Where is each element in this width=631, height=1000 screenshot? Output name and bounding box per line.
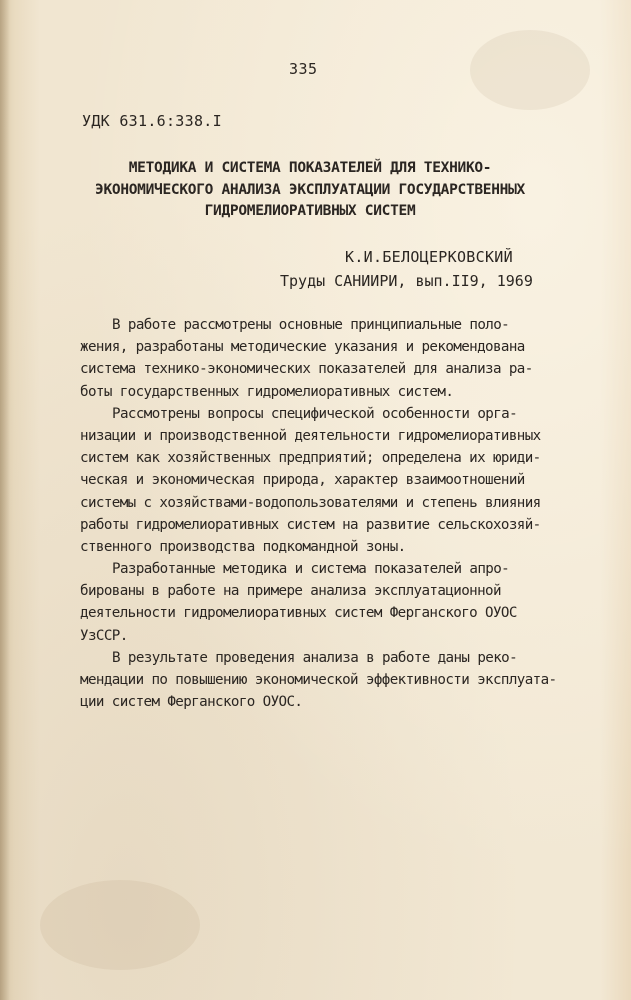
abstract-line: систем как хозяйственных предприятий; определена их юриди- (80, 450, 541, 467)
abstract-line: Рассмотрены вопросы специфической особенности орга- (112, 405, 518, 422)
abstract-line: УзССР. (80, 627, 128, 644)
abstract-line: ческая и экономическая природа, характер взаимоотношений (80, 472, 525, 489)
abstract-line: мендации по повышению экономической эффективности эксплуата- (80, 672, 557, 688)
paper-stain (470, 30, 590, 110)
abstract-text (80, 314, 580, 713)
udc-code: УДК 631.6:338.I (82, 112, 222, 130)
paper-stain (40, 880, 200, 970)
title-line: ГИДРОМЕЛИОРАТИВНЫХ СИСТЕМ (204, 203, 416, 219)
abstract-line: Разработанные методика и система показателей апро- (112, 561, 510, 578)
article-title (60, 158, 560, 223)
abstract-line: В работе рассмотрены основные принципиальные поло- (112, 317, 510, 333)
page-number: 335 (289, 60, 318, 78)
publication-source: Труды САНИИРИ, вып.II9, 1969 (280, 272, 533, 290)
binding-shadow (0, 0, 10, 1000)
abstract-line: система технико-экономических показателей для анализа ра- (80, 361, 533, 378)
abstract-line: боты государственных гидромелиоративных систем. (80, 383, 454, 400)
abstract-line: жения, разработаны методические указания и рекомендована (80, 339, 525, 356)
abstract-line: низации и производственной деятельности гидромелиоративных (80, 427, 541, 444)
abstract-line: В результате проведения анализа в работе даны реко- (112, 649, 518, 666)
abstract-line: ции систем Ферганского ОУОС. (80, 694, 303, 711)
title-line: ЭКОНОМИЧЕСКОГО АНАЛИЗА ЭКСПЛУАТАЦИИ ГОСУДАРСТВЕННЫХ (95, 181, 525, 198)
abstract-line: работы гидромелиоративных систем на развитие сельскохозяй- (80, 516, 541, 533)
abstract-line: ственного производства подкомандной зоны. (80, 538, 406, 555)
abstract-line: деятельности гидромелиоративных систем Ферганского ОУОС (80, 605, 517, 622)
abstract-line: системы с хозяйствами-водопользователями и степень влияния (80, 494, 541, 511)
title-line: МЕТОДИКА И СИСТЕМА ПОКАЗАТЕЛЕЙ ДЛЯ ТЕХНИКО- (128, 160, 492, 176)
abstract-line: бированы в работе на примере анализа эксплуатационной (80, 583, 501, 600)
author-name: К.И.БЕЛОЦЕРКОВСКИЙ (345, 248, 513, 266)
